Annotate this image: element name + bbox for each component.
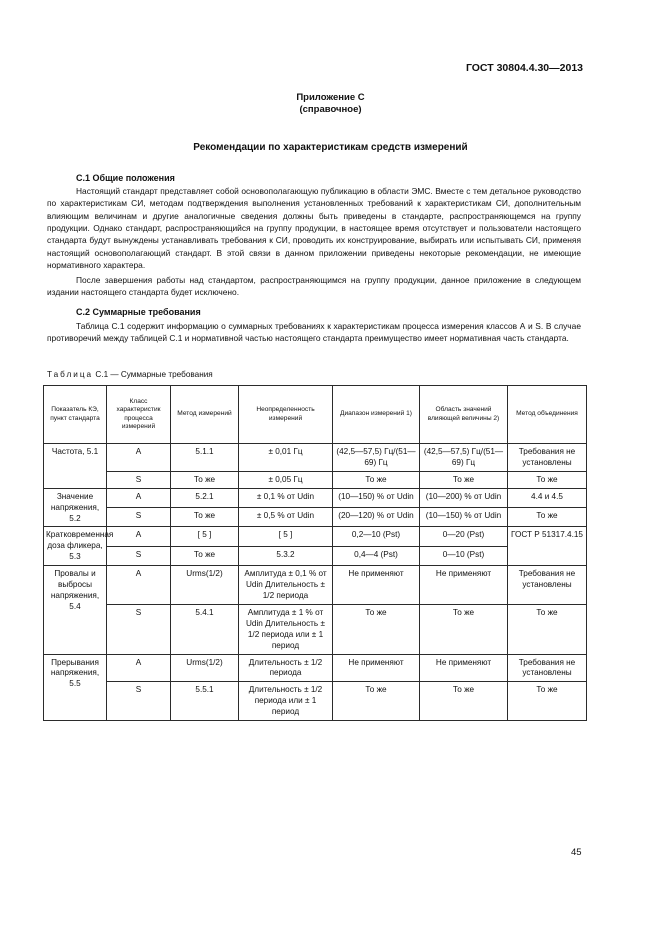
uncertainty-cell: ± 0,05 Гц [239, 471, 333, 488]
range-cell: То же [333, 682, 420, 721]
method-cell: Urms(1/2) [171, 566, 239, 605]
aggregation-cell: Требования не установлены [508, 654, 587, 682]
table-caption-text: С.1 — Суммарные требования [95, 370, 213, 379]
influence-cell: То же [420, 604, 508, 654]
class-cell: S [107, 508, 171, 527]
table-row [44, 527, 587, 546]
class-cell: А [107, 566, 171, 605]
influence-cell: Не применяют [420, 566, 508, 605]
table-row [44, 682, 587, 721]
method-cell: То же [171, 471, 239, 488]
range-cell: То же [333, 471, 420, 488]
class-cell: А [107, 444, 171, 472]
method-cell: Urms(1/2) [171, 654, 239, 682]
influence-cell: То же [420, 682, 508, 721]
indicator-cell: Прерывания напряжения, 5.5 [44, 654, 107, 721]
page-number: 45 [571, 847, 582, 858]
section-heading-c2: С.2 Суммарные требования [76, 307, 201, 317]
annex-subtitle: (справочное) [299, 104, 362, 115]
method-cell: [ 5 ] [171, 527, 239, 546]
range-cell: (42,5—57,5) Гц/(51—69) Гц [333, 444, 420, 472]
uncertainty-cell: ± 0,5 % от Udin [239, 508, 333, 527]
header-cell: Область значений влияющей величины 2) [420, 386, 508, 444]
paragraph-c1-1: Настоящий стандарт представляет собой основополагающую публикацию в области ЭМС. Вместе с тем детальное руководство по характеристикам СИ, методам подтверждения выполнения установленных требований к характеристикам СИ, дополнительным влияющим величинам и другие аналогичные сведения должны быть приведены в стандарте, распространяющемся на группу продукции. Однако стандарт, распространяющийся на группу продукции, в настоящее время отсутствует и пользователи настоящего стандарта будут вынуждены устанавливать требования к СИ, проводить их конструирование, выбирать или испытывать СИ, применяя настоящий основополагающий стандарт. В этой связи в данном приложении приведены некоторые рекомендации, не имеющие нормативного характера. [47, 186, 581, 271]
influence-cell: 0—10 (Pst) [420, 546, 508, 565]
method-cell: То же [171, 546, 239, 565]
header-cell: Неопределенность измерений [239, 386, 333, 444]
uncertainty-cell: Амплитуда ± 0,1 % от Udin Длительность ± 1/2 периода [239, 566, 333, 605]
uncertainty-cell: Длительность ± 1/2 периода [239, 654, 333, 682]
range-cell: Не применяют [333, 654, 420, 682]
indicator-cell: Частота, 5.1 [44, 444, 107, 489]
range-cell: Не применяют [333, 566, 420, 605]
method-cell: 5.4.1 [171, 604, 239, 654]
aggregation-cell: 4.4 и 4.5 [508, 488, 587, 507]
aggregation-cell: То же [508, 471, 587, 488]
header-cell: Показатель КЭ, пункт стандарта [44, 386, 107, 444]
influence-cell: 0—20 (Pst) [420, 527, 508, 546]
requirements-table [43, 385, 587, 721]
method-cell: 5.5.1 [171, 682, 239, 721]
standard-code: ГОСТ 30804.4.30—2013 [465, 62, 583, 74]
class-cell: S [107, 604, 171, 654]
uncertainty-cell: 5.3.2 [239, 546, 333, 565]
class-cell: S [107, 471, 171, 488]
influence-cell: Не применяют [420, 654, 508, 682]
table-row [44, 654, 587, 682]
table-row [44, 488, 587, 507]
header-cell: Метод измерений [171, 386, 239, 444]
table-row [44, 508, 587, 527]
paragraph-c2-1: Таблица С.1 содержит информацию о суммарных требованиях к характеристикам процесса измерения классов А и S. В случае противоречий между таблицей С.1 и нормативной частью настоящего стандарта преимущество имеет нормативная часть стандарта. [47, 321, 581, 344]
uncertainty-cell: [ 5 ] [239, 527, 333, 546]
header-cell: Метод объединения [508, 386, 587, 444]
range-cell: 0,2—10 (Pst) [333, 527, 420, 546]
aggregation-cell: То же [508, 682, 587, 721]
class-cell: S [107, 682, 171, 721]
influence-cell: (10—150) % от Udin [420, 508, 508, 527]
range-cell: 0,4—4 (Pst) [333, 546, 420, 565]
range-cell: (10—150) % от Udin [333, 488, 420, 507]
table-header-row [44, 386, 587, 444]
aggregation-cell: Требования не установлены [508, 444, 587, 472]
header-cell: Диапазон измерений 1) [333, 386, 420, 444]
class-cell: S [107, 546, 171, 565]
aggregation-cell: ГОСТ Р 51317.4.15 [508, 527, 587, 566]
section-heading-c1: С.1 Общие положения [76, 173, 175, 183]
paragraph-c1-2: После завершения работы над стандартом, распространяющимся на группу продукции, данное приложение в следующем издании настоящего стандарта будет исключено. [47, 275, 581, 298]
uncertainty-cell: Длительность ± 1/2 периода или ± 1 период [239, 682, 333, 721]
influence-cell: (42,5—57,5) Гц/(51—69) Гц [420, 444, 508, 472]
method-cell: 5.2.1 [171, 488, 239, 507]
range-cell: (20—120) % от Udin [333, 508, 420, 527]
table-caption-label: Таблица [47, 370, 94, 379]
aggregation-cell: То же [508, 604, 587, 654]
uncertainty-cell: Амплитуда ± 1 % от Udin Длительность ± 1/2 периода или ± 1 период [239, 604, 333, 654]
table-row [44, 604, 587, 654]
class-cell: А [107, 488, 171, 507]
influence-cell: То же [420, 471, 508, 488]
header-cell: Класс характеристик процесса измерений [107, 386, 171, 444]
table-row [44, 546, 587, 565]
annex-title: Приложение С [296, 92, 365, 103]
table-row [44, 471, 587, 488]
table-caption [47, 370, 213, 379]
method-cell: 5.1.1 [171, 444, 239, 472]
method-cell: То же [171, 508, 239, 527]
uncertainty-cell: ± 0,01 Гц [239, 444, 333, 472]
table-row [44, 566, 587, 605]
influence-cell: (10—200) % от Udin [420, 488, 508, 507]
indicator-cell: Провалы и выбросы напряжения, 5.4 [44, 566, 107, 654]
table-row [44, 444, 587, 472]
class-cell: А [107, 654, 171, 682]
aggregation-cell: То же [508, 508, 587, 527]
uncertainty-cell: ± 0,1 % от Udin [239, 488, 333, 507]
aggregation-cell: Требования не установлены [508, 566, 587, 605]
class-cell: А [107, 527, 171, 546]
indicator-cell: Кратковременная доза фликера, 5.3 [44, 527, 107, 566]
range-cell: То же [333, 604, 420, 654]
annex-heading: Рекомендации по характеристикам средств измерений [193, 142, 468, 153]
indicator-cell: Значение напряжения, 5.2 [44, 488, 107, 527]
